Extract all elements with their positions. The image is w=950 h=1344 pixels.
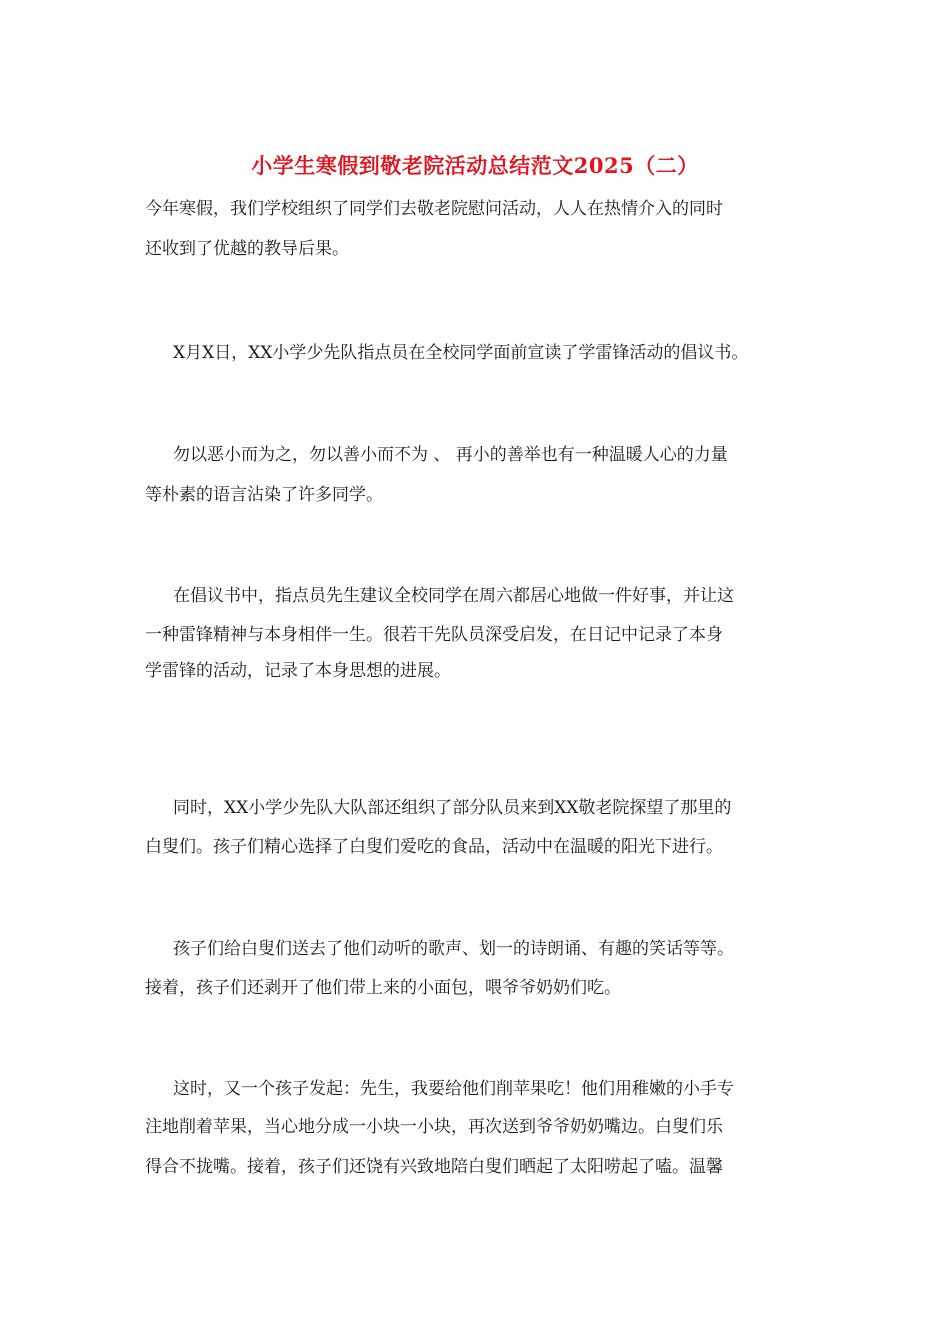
paragraph-line: 今年寒假，我们学校组织了同学们去敬老院慰问活动，人人在热情介入的同时 bbox=[145, 199, 723, 219]
paragraph-line: 勿以恶小而为之，勿以善小而不为 、 再小的善举也有一种温暖人心的力量 bbox=[173, 445, 728, 465]
paragraph-line: 孩子们给白叟们送去了他们动听的歌声、划一的诗朗诵、有趣的笑话等等。 bbox=[173, 939, 734, 959]
paragraph-line: 得合不拢嘴。接着，孩子们还饶有兴致地陪白叟们晒起了太阳唠起了嗑。温馨 bbox=[145, 1157, 723, 1177]
paragraph-line: 还收到了优越的教导后果。 bbox=[145, 239, 349, 259]
paragraph-line: 在倡议书中，指点员先生建议全校同学在周六都居心地做一件好事，并让这 bbox=[173, 586, 734, 606]
paragraph-line: 白叟们。孩子们精心选择了白叟们爱吃的食品，活动中在温暖的阳光下进行。 bbox=[145, 837, 723, 857]
paragraph-line: 学雷锋的活动，记录了本身思想的进展。 bbox=[145, 661, 451, 681]
paragraph-line: 接着，孩子们还剥开了他们带上来的小面包，喂爷爷奶奶们吃。 bbox=[145, 978, 621, 998]
paragraph-line: 注地削着苹果，当心地分成一小块一小块，再次送到爷爷奶奶嘴边。白叟们乐 bbox=[145, 1117, 723, 1137]
paragraph-line: 同时，XX小学少先队大队部还组织了部分队员来到XX敬老院探望了那里的 bbox=[173, 798, 732, 818]
paragraph-line: 一种雷锋精神与本身相伴一生。很若干先队员深受启发，在日记中记录了本身 bbox=[145, 625, 723, 645]
document-title: 小学生寒假到敬老院活动总结范文2025（二） bbox=[251, 153, 699, 178]
paragraph-line: 等朴素的语言沾染了许多同学。 bbox=[145, 485, 383, 505]
paragraph-line: 这时，又一个孩子发起：先生，我要给他们削苹果吃！他们用稚嫩的小手专 bbox=[173, 1079, 734, 1099]
paragraph-line: X月X日，XX小学少先队指点员在全校同学面前宣读了学雷锋活动的倡议书。 bbox=[173, 343, 749, 363]
